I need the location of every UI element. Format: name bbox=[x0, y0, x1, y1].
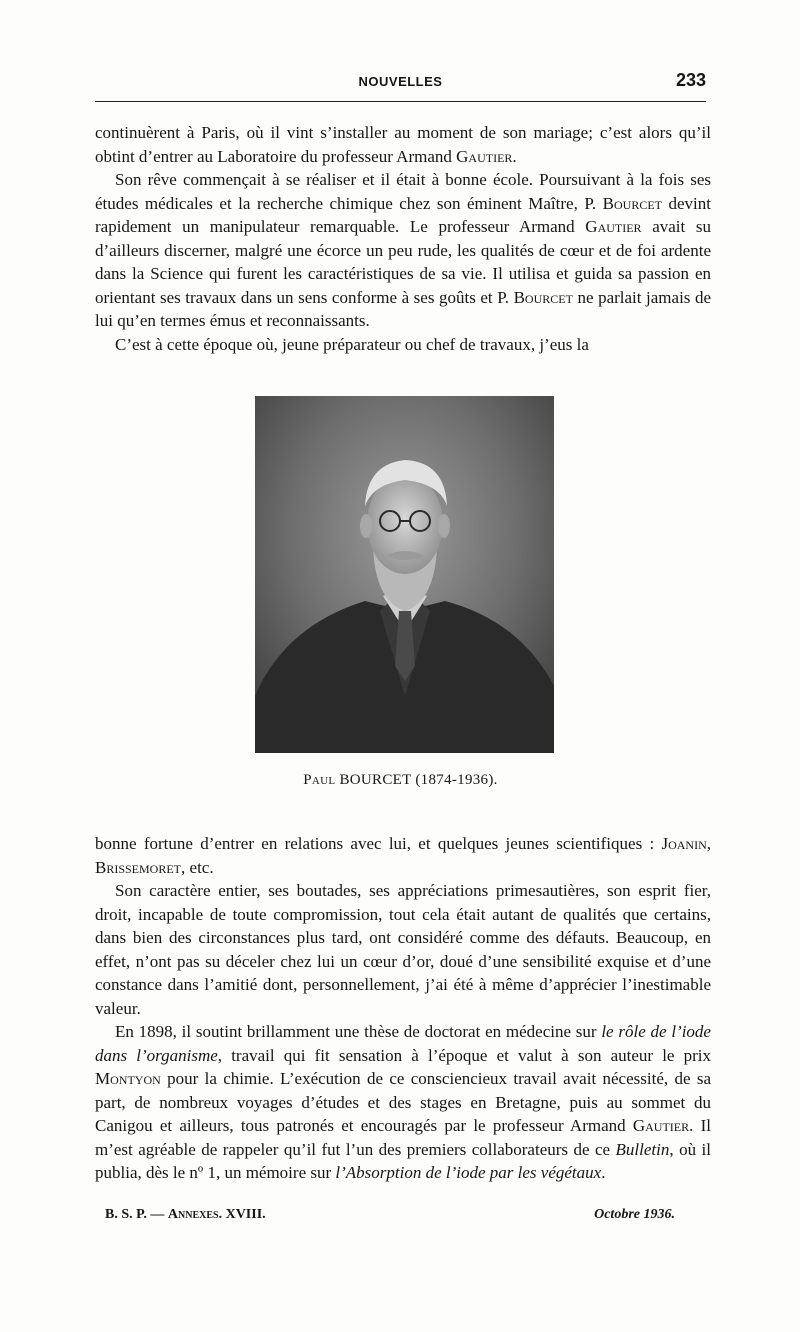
text-run: B. S. P. — bbox=[105, 1207, 168, 1222]
text-run: , où il publia, dès le nº 1, un mémoire sur bbox=[95, 1139, 711, 1182]
paragraph bbox=[95, 1020, 711, 1185]
text-run: avait su d’ailleurs discerner, malgré une écorce un peu rude, les qualités de cœur et de foi ardente dans la Science qui furent les caractéristiques de sa vie. Il utilisa et guida sa passion en orientant ses travaux dans un sens conforme à ses goûts et P. bbox=[95, 217, 711, 307]
small-caps-name: Brissemoret bbox=[95, 857, 182, 877]
page-header bbox=[95, 66, 706, 96]
text-run: , travail qui fit sensation à l’époque et valut à son auteur le prix bbox=[217, 1045, 711, 1065]
small-caps-name: Gautier bbox=[632, 1116, 690, 1135]
text-run: . Il m’est agréable de rappeler qu’il fut l’un des premiers collaborateurs de ce bbox=[95, 1116, 712, 1159]
footer-date: Octobre 1936. bbox=[594, 1207, 675, 1222]
italic-title: l’Absorption de l’iode par les végétaux bbox=[335, 1163, 602, 1182]
page-footer bbox=[105, 1207, 675, 1229]
italic-title: Bulletin bbox=[615, 1139, 670, 1159]
text-run: Son rêve commençait à se réaliser et il était à bonne école. Poursuivant à la fois ses études médicales et la recherche chimique chez son éminent Maître, P. bbox=[95, 170, 711, 213]
small-caps-name: Gautier bbox=[585, 217, 642, 236]
portrait-illustration bbox=[255, 396, 554, 753]
paragraph bbox=[95, 879, 711, 1020]
page-number: 233 bbox=[675, 70, 706, 90]
text-run: . bbox=[512, 146, 517, 166]
text-run: , etc. bbox=[181, 857, 214, 877]
paragraph bbox=[95, 168, 711, 333]
text-run: devint rapidement un manipulateur remarquable. Le professeur Armand bbox=[95, 193, 711, 236]
caption-first-name: Paul bbox=[303, 772, 336, 788]
text-run: ne parlait jamais de lui qu’en termes émus et reconnaissants. bbox=[95, 287, 712, 330]
text-run: Son caractère entier, ses boutades, ses appréciations primesautières, son esprit fier, droit, incapable de toute compromission, tout cela était autant de qualités que certains, dans bien des circonstances plus tard, ont considéré comme des défauts. Beaucoup, en effet, n’ont pas su déceler chez lui un cœur d’or, doué d’une sensibilité exquise et d’une constance dans l’amitié dont, personnellement, j’ai été à même d’apprécier l’inestimable valeur. bbox=[95, 881, 711, 1018]
header-rule bbox=[95, 101, 706, 102]
small-caps-name: Bourcet bbox=[513, 287, 573, 307]
text-run: En 1898, il soutint brillamment une thèse de doctorat en médecine sur bbox=[115, 1022, 602, 1041]
portrait-photo bbox=[255, 396, 554, 753]
text-run: . bbox=[601, 1163, 606, 1182]
text-run: continuèrent à Paris, où il vint s’installer au moment de son mariage; c’est alors qu’il obtint d’entrer au Laboratoire du professeur Armand bbox=[95, 123, 711, 166]
body-text-bottom bbox=[95, 832, 711, 1185]
text-run: bonne fortune d’entrer en relations avec lui, et quelques jeunes scientifiques : bbox=[95, 834, 662, 853]
text-run: C’est à cette époque où, jeune préparateur ou chef de travaux, j’eus la bbox=[115, 334, 589, 354]
small-caps-name: Montyon bbox=[95, 1069, 161, 1088]
running-title: NOUVELLES bbox=[358, 74, 443, 89]
photo-caption bbox=[95, 772, 706, 789]
paragraph bbox=[95, 832, 711, 879]
small-caps-name: Joanin bbox=[661, 834, 707, 853]
paragraph bbox=[95, 333, 711, 357]
small-caps-word: Annexes bbox=[167, 1207, 219, 1222]
small-caps-name: Gautier bbox=[456, 146, 513, 166]
paragraph bbox=[95, 121, 711, 168]
small-caps-name: Bourcet bbox=[602, 193, 662, 213]
body-text-top bbox=[95, 121, 711, 356]
text-run: . XVIII. bbox=[218, 1207, 266, 1222]
text-run: , bbox=[706, 834, 711, 853]
italic-title: le rôle de l’iode dans l’organisme bbox=[95, 1022, 711, 1065]
text-run: pour la chimie. L’exécution de ce consciencieux travail avait nécessité, de sa part, de nombreux voyages d’études et des stages en Bretagne, puis au sommet du Canigou et ailleurs, tous patronés et encouragés par le professeur Armand bbox=[95, 1069, 711, 1135]
footer-journal-ref bbox=[105, 1207, 266, 1223]
caption-text: BOURCET (1874-1936). bbox=[335, 772, 498, 788]
